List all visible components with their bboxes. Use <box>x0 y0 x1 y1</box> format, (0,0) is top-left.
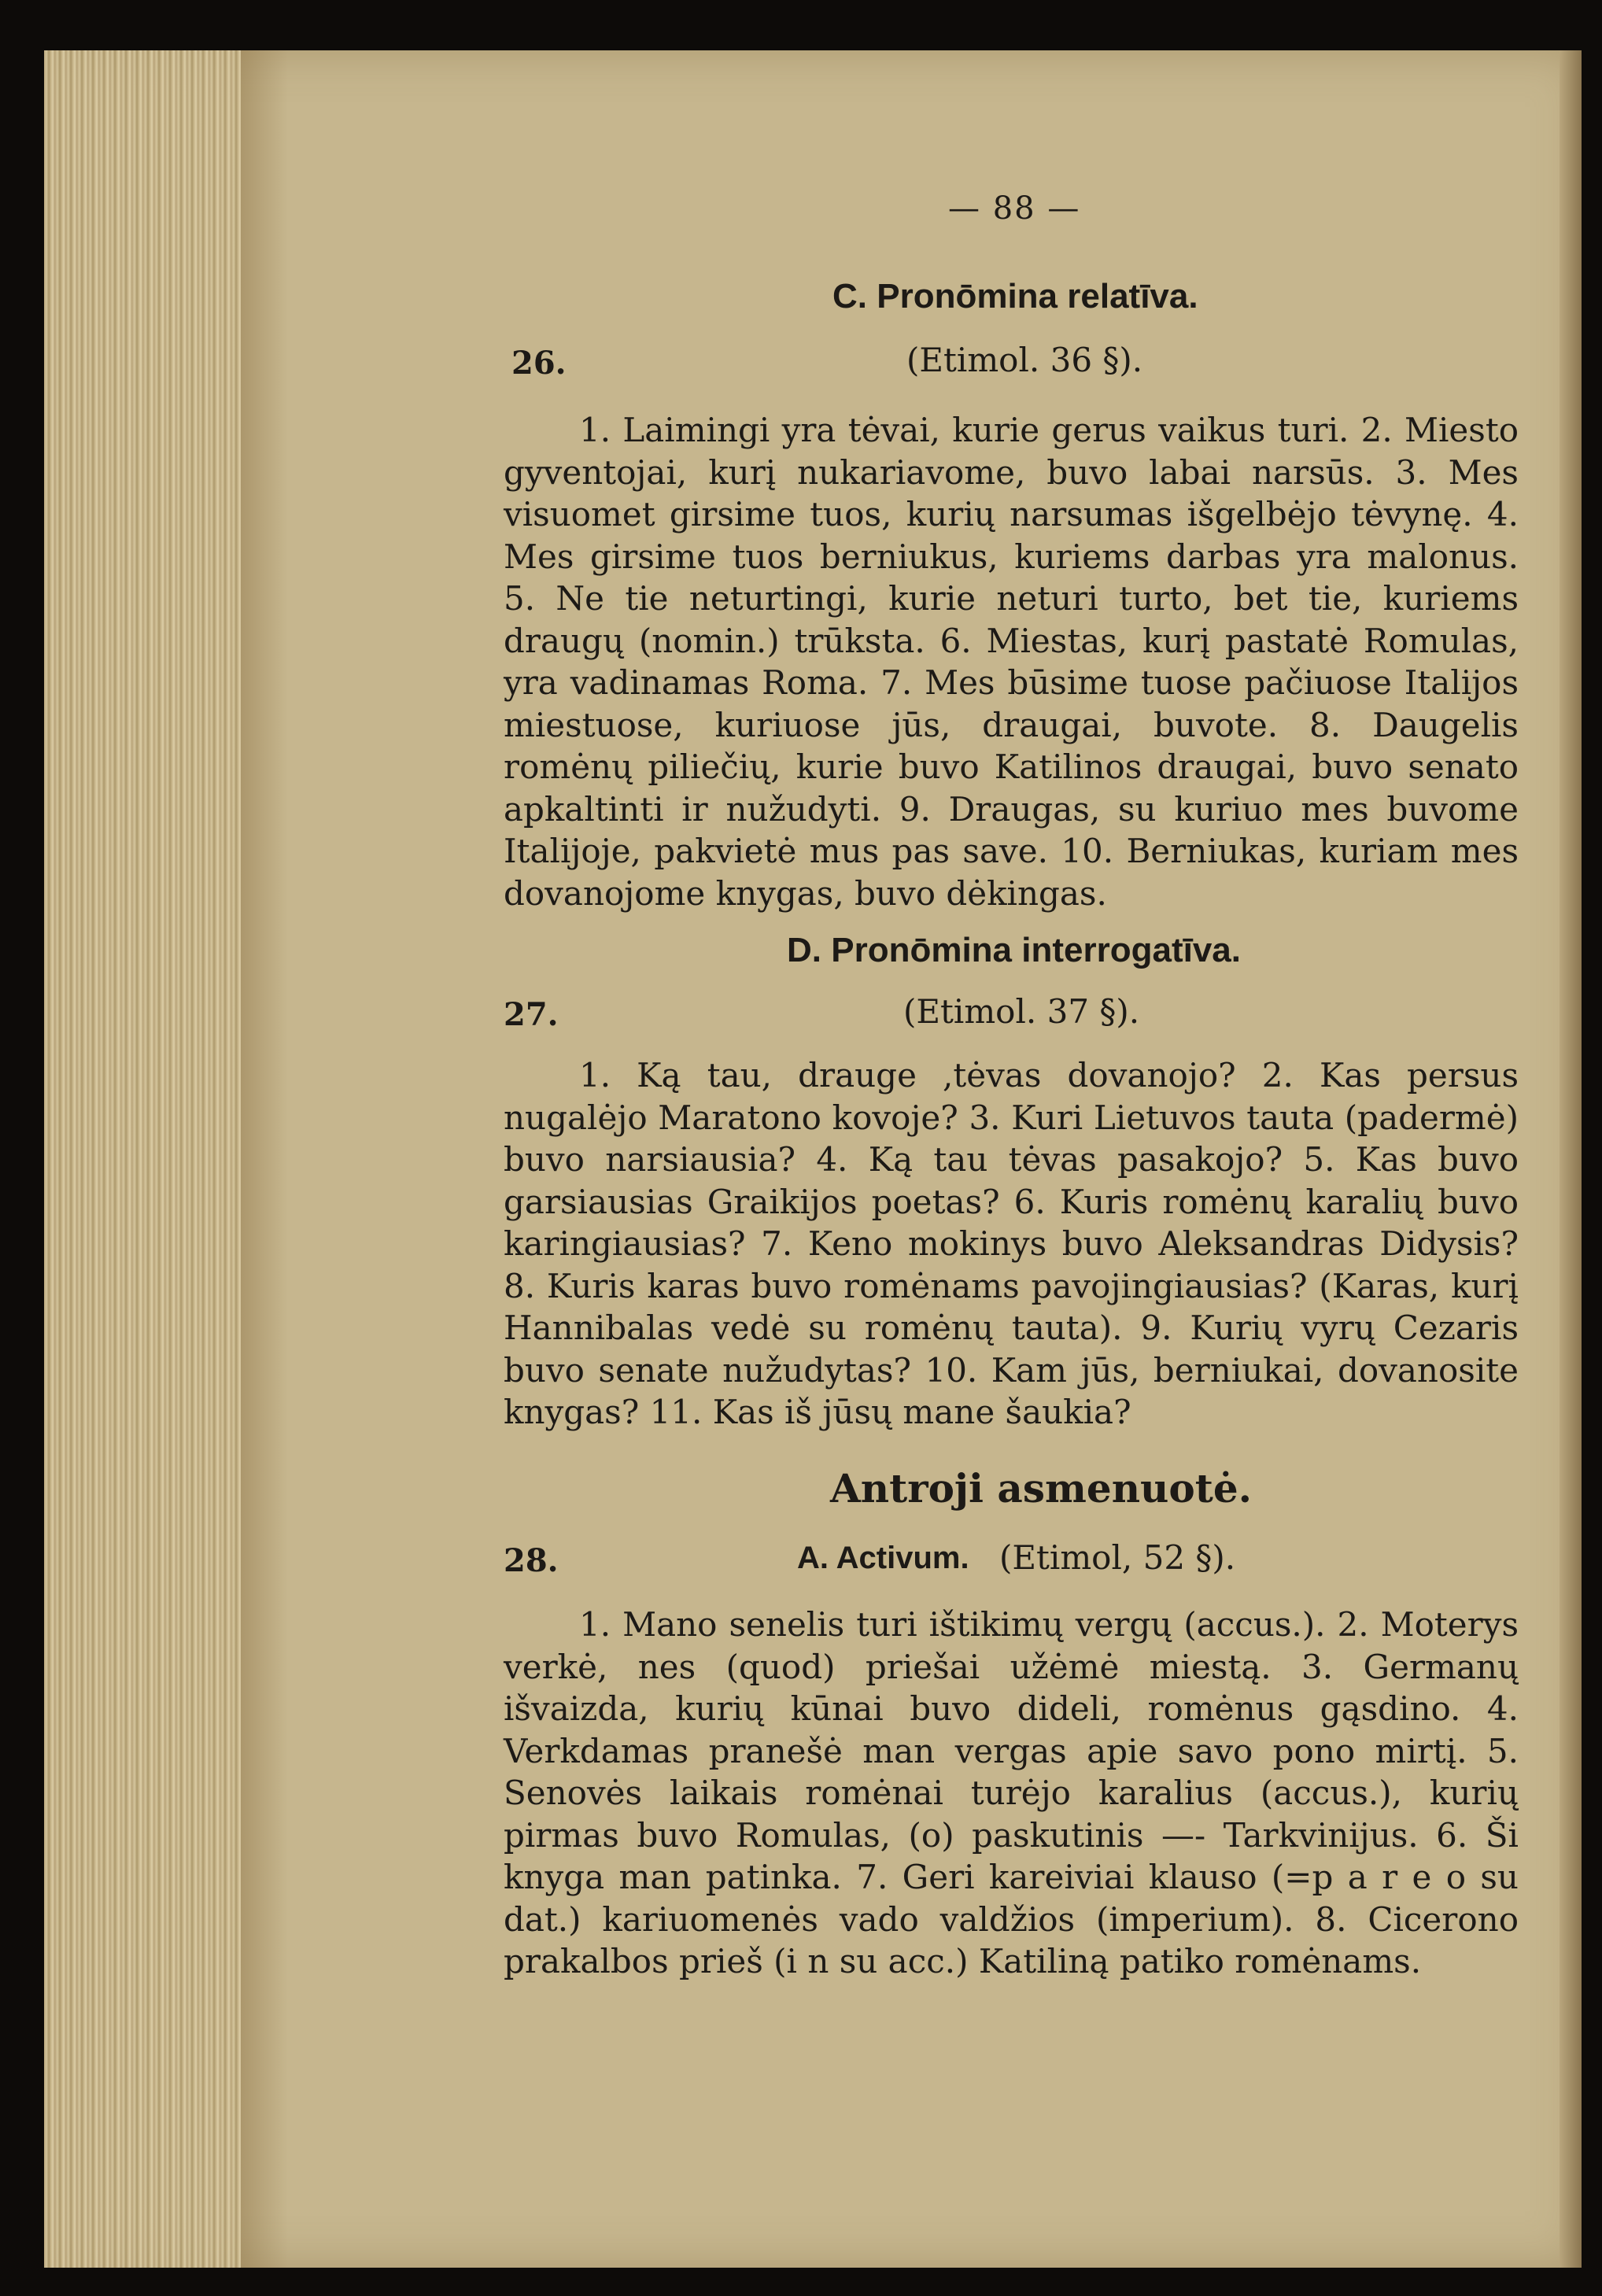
section-d-title: D. Pronōmina interrogatīva. <box>787 931 1241 969</box>
activum-subtitle: A. Activum. <box>797 1541 969 1575</box>
exercise-number-28: 28. <box>504 1542 559 1579</box>
etimol-reference-28: (Etimol, 52 §). <box>999 1538 1236 1577</box>
book-spine <box>44 50 241 2268</box>
page-number: — 88 — <box>948 190 1081 227</box>
etimol-reference-26: (Etimol. 36 §). <box>906 341 1143 379</box>
spine-shadow <box>241 50 288 2268</box>
exercise-number-27: 27. <box>504 996 559 1033</box>
conjugation-heading: Antroji asmenuotė. <box>830 1465 1253 1512</box>
page-edge <box>1560 50 1582 2268</box>
exercise-26-text: 1. Laimingi yra tėvai, kurie gerus vaikus turi. 2. Miesto gyventojai, kurį nukariavome, buvo labai narsūs. 3. Mes visuomet girsime tuos, kurių narsumas išgelbėjo tėvynę. 4. Mes girsime tuos berniukus, kuriems darbas yra malonus. 5. Ne tie neturtingi, kurie neturi turto, bet tie, kuriems draugų (nomin.) trūksta. 6. Miestas, kurį pastatė Romulas, yra vadinamas Roma. 7. Mes būsime tuose pačiuose Italijos miestuose, kuriuose jūs, draugai, buvote. 8. Daugelis romėnų piliečių, kurie buvo Katilinos draugai, buvo senato apkaltinti ir nužudyti. 9. Draugas, su kuriuo mes buvome Italijoje, pakvietė mus pas save. 10. Berniukas, kuriam mes dovanojome knygas, buvo dėkingas. <box>504 411 1519 913</box>
section-c-title: C. Pronōmina relatīva. <box>832 277 1198 316</box>
etimol-reference-27: (Etimol. 37 §). <box>903 992 1140 1031</box>
exercise-number-26: 26. <box>511 345 567 382</box>
exercise-27-text: 1. Ką tau, drauge ,tėvas dovanojo? 2. Kas persus nugalėjo Maratono kovoje? 3. Kuri Lietuvos tauta (padermė) buvo narsiausia? 4. Ką tau tėvas pasakojo? 5. Kas buvo garsiausias Graikijos poetas? 6. Kuris romėnų karalių buvo karingiausias? 7. Keno mokinys buvo Aleksandras Didysis? 8. Kuris karas buvo romėnams pavojingiausias? (Karas, kurį Hannibalas vedė su romėnų tauta). 9. Kurių vyrų Cezaris buvo senate nužudytas? 10. Kam jūs, berniukai, dovanosite knygas? 11. Kas iš jūsų mane šaukia? <box>504 1056 1519 1431</box>
exercise-28-text: 1. Mano senelis turi ištikimų vergų (accus.). 2. Moterys verkė, nes (quod) priešai užėmė miestą. 3. Germanų išvaizda, kurių kūnai buvo dideli, romėnus gąsdino. 4. Verkdamas pranešė man vergas apie savo pono mirtį. 5. Senovės laikais romėnai turėjo karalius (accus.), kurių pirmas buvo Romulas, (o) paskutinis —- Tarkvinijus. 6. Ši knyga man patinka. 7. Geri kareiviai klauso (=p a r e o su dat.) kariuomenės vado valdžios (imperium). 8. Cicerono prakalbos prieš (i n su acc.) Katiliną patiko romėnams. <box>504 1605 1519 1980</box>
